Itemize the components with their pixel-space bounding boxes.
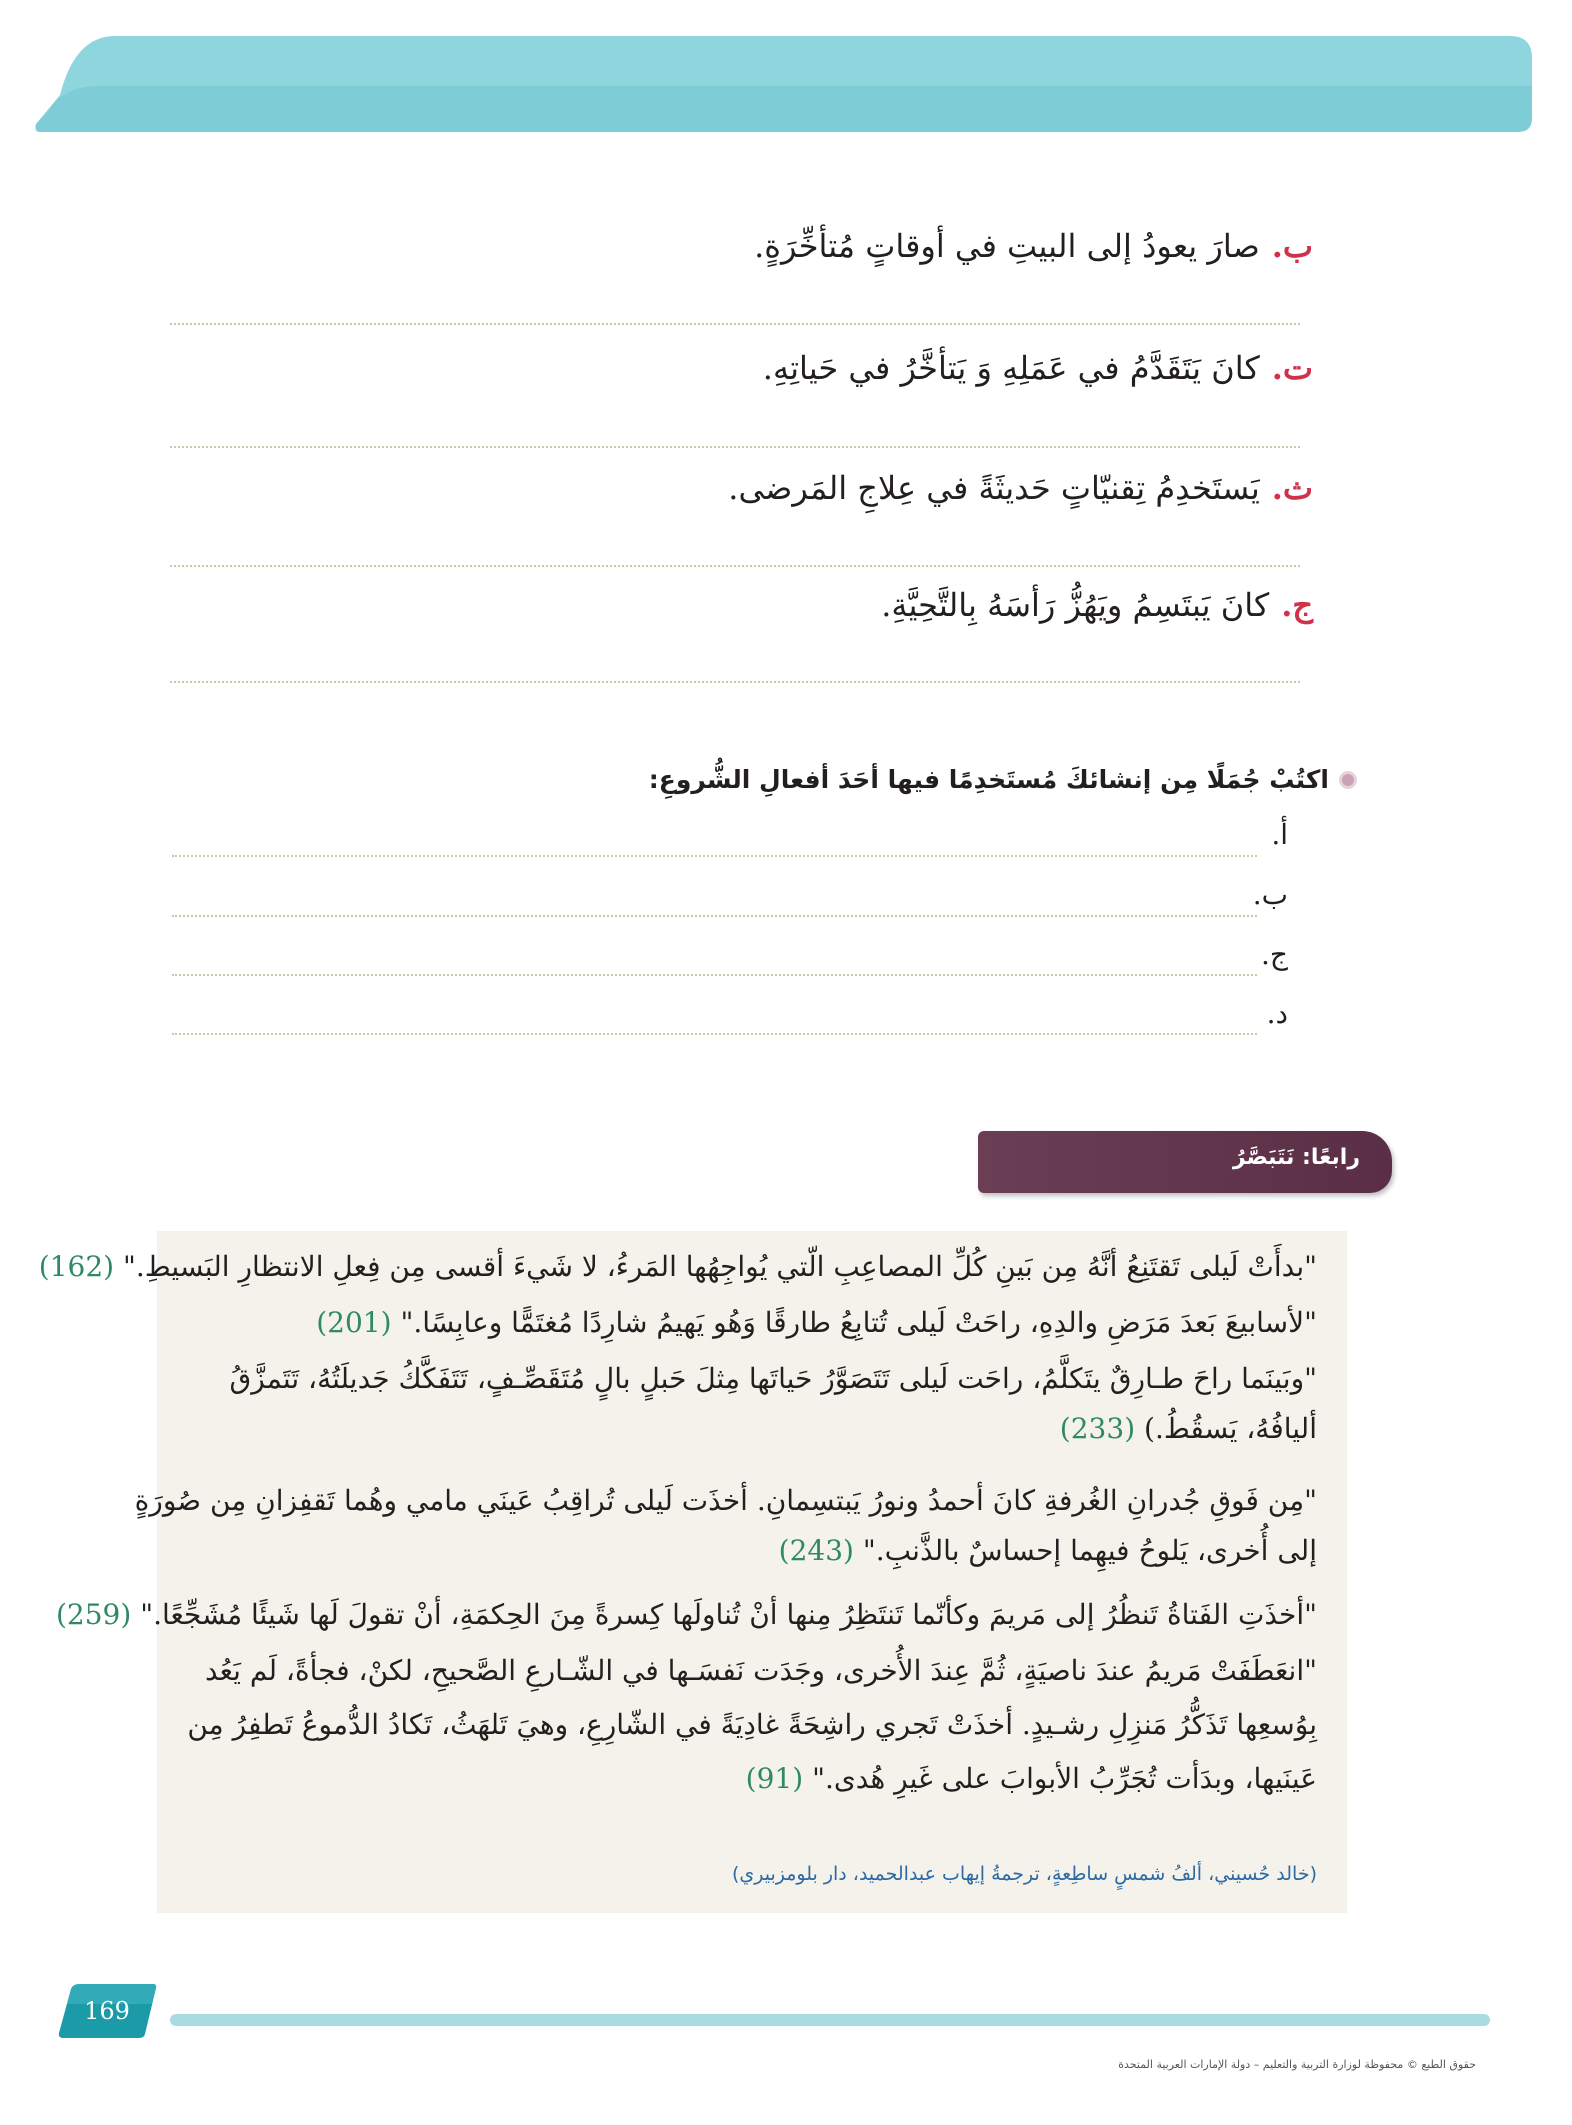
answer-line[interactable] (170, 565, 1300, 567)
page-reference: (233) (1059, 1412, 1136, 1445)
copyright-notice: حقوق الطبع © محفوظة لوزارة التربية والتعليم – دولة الإمارات العربية المتحدة (1118, 2058, 1476, 2071)
exercise-item-th (728, 466, 1313, 510)
quote-line: "انعَطَفَتْ مَريمُ عندَ ناصيَةٍ، ثُمَّ عِندَ الأُخرى، وجَدَت نَفسَـها في الشّـارعِ الصَّحيحِ، لكنْ، فجأةً، لَم يَعُد (204, 1654, 1317, 1687)
exercise-item-t (763, 346, 1313, 390)
writing-line-d[interactable] (172, 1033, 1257, 1035)
quote-line: "مِن فَوقِ جُدرانِ الغُرفةِ كانَ أحمدُ ونورُ يَبتسِمانِ. أخذَت لَيلى تُراقِبُ عَينَي مامي وهُما تَقفِزانِ مِن صُورَةٍ (134, 1484, 1317, 1517)
writing-letter-j: ج. (1261, 938, 1288, 971)
exercise-item-b (754, 224, 1313, 268)
quote-line: بِوُسعِها تَذَكُّرُ مَنزِلِ رشـيدٍ. أخذَتْ تَجري راشِحَةً غادِيَةً في الشّارِعِ، وهيَ تَلهَثُ، تَكادُ الدُّموعُ تَطفِرُ مِن (187, 1708, 1317, 1741)
footer-bar (170, 2014, 1490, 2026)
writing-line-a[interactable] (172, 855, 1257, 857)
writing-line-b[interactable] (172, 915, 1257, 917)
item-letter: ت. (1271, 349, 1313, 387)
quotes-box (38, 1231, 1347, 1913)
answer-line[interactable] (170, 446, 1300, 448)
exercise-item-j (881, 583, 1313, 627)
quote-line: "أخذَتِ الفَتاةُ تَنظُرُ إلى مَريمَ وكأنّما تَنتَظِرُ مِنها أنْ تُناولَها كِسرةً مِنَ الحِكمَةِ، أنْ تقولَ لَها شَيئًا مُشَجِّعًا." (259) (55, 1598, 1317, 1631)
quote-line: "بدأَتْ لَيلى تَقتَنِعُ أنَّهُ مِن بَينِ كُلِّ المصاعِبِ الّتي يُواجِهُها المَرءُ، لا شَيءَ أقسى مِن فِعلِ الانتظارِ البَسيطِ." (162) (38, 1250, 1317, 1283)
item-text: كانَ يَبتَسِمُ ويَهُزُّ رَأسَهُ بِالتَّحِيَّةِ. (881, 586, 1270, 624)
item-letter: ج. (1281, 586, 1313, 624)
writing-letter-a: أ. (1271, 818, 1288, 851)
answer-line[interactable] (170, 681, 1300, 683)
item-letter: ث. (1271, 469, 1313, 507)
item-letter: ب. (1271, 227, 1313, 265)
page-number: 169 (84, 1997, 130, 2025)
writing-line-j[interactable] (172, 974, 1257, 976)
quote-line: أليافُهُ، يَسقُطُ.) (233) (1059, 1412, 1317, 1445)
quote-source: (خالد حُسيني، ألفُ شمسٍ ساطِعةٍ، ترجمةُ إيهاب عبدالحميد، دار بلومزبيري) (731, 1863, 1317, 1885)
item-text: صارَ يعودُ إلى البيتِ في أوقاتٍ مُتأخِّرَةٍ. (754, 227, 1260, 265)
item-text: كانَ يَتَقَدَّمُ في عَمَلِهِ وَ يَتأخَّرُ في حَياتِهِ. (762, 349, 1260, 387)
writing-instruction (649, 765, 1357, 794)
top-header-band (0, 0, 1572, 160)
page-reference: (91) (745, 1762, 804, 1795)
instruction-text: اكتُبْ جُمَلًا مِن إنشائكَ مُستَخدِمًا فيها أحَدَ أفعالِ الشُّروعِ: (648, 765, 1329, 794)
quote-line: إلى أُخرى، يَلوحُ فيهِما إحساسٌ بالذَّنبِ." (243) (778, 1534, 1317, 1567)
writing-letter-d: د. (1266, 997, 1288, 1030)
quote-line: "لأسابيعَ بَعدَ مَرَضِ والدِهِ، راحَتْ لَيلى تُتابِعُ طارقًا وَهُو يَهيمُ شارِدًا مُغتَمًّا وعابِسًا." (201) (316, 1306, 1317, 1339)
writing-letter-b: ب. (1252, 878, 1288, 911)
section-header-tab (978, 1131, 1392, 1193)
item-text: يَستَخدِمُ تِقنيّاتٍ حَديثَةً في عِلاجِ المَرضى. (728, 469, 1260, 507)
quote-line: عَينَيها، وبدَأت تُجَرِّبُ الأبوابَ على غَيرِ هُدى." (91) (745, 1762, 1317, 1795)
quote-line: "وبَينَما راحَ طـارِقٌ يتَكلَّمُ، راحَت لَيلى تَتَصَوَّرُ حَياتَها مِثلَ حَبلٍ بالٍ مُتَقَصِّـفٍ، تَتَفَكَّكُ جَديلَتُهُ، تَتَمزَّقُ (229, 1362, 1317, 1395)
page-reference: (243) (778, 1534, 854, 1567)
page-reference: (259) (55, 1598, 132, 1631)
page-reference: (201) (316, 1306, 392, 1339)
bullet-icon (1339, 771, 1357, 789)
page-reference: (162) (38, 1250, 115, 1283)
section-title: رابعًا: نَتَبَصَّرُ (1232, 1145, 1360, 1170)
answer-line[interactable] (170, 323, 1300, 325)
